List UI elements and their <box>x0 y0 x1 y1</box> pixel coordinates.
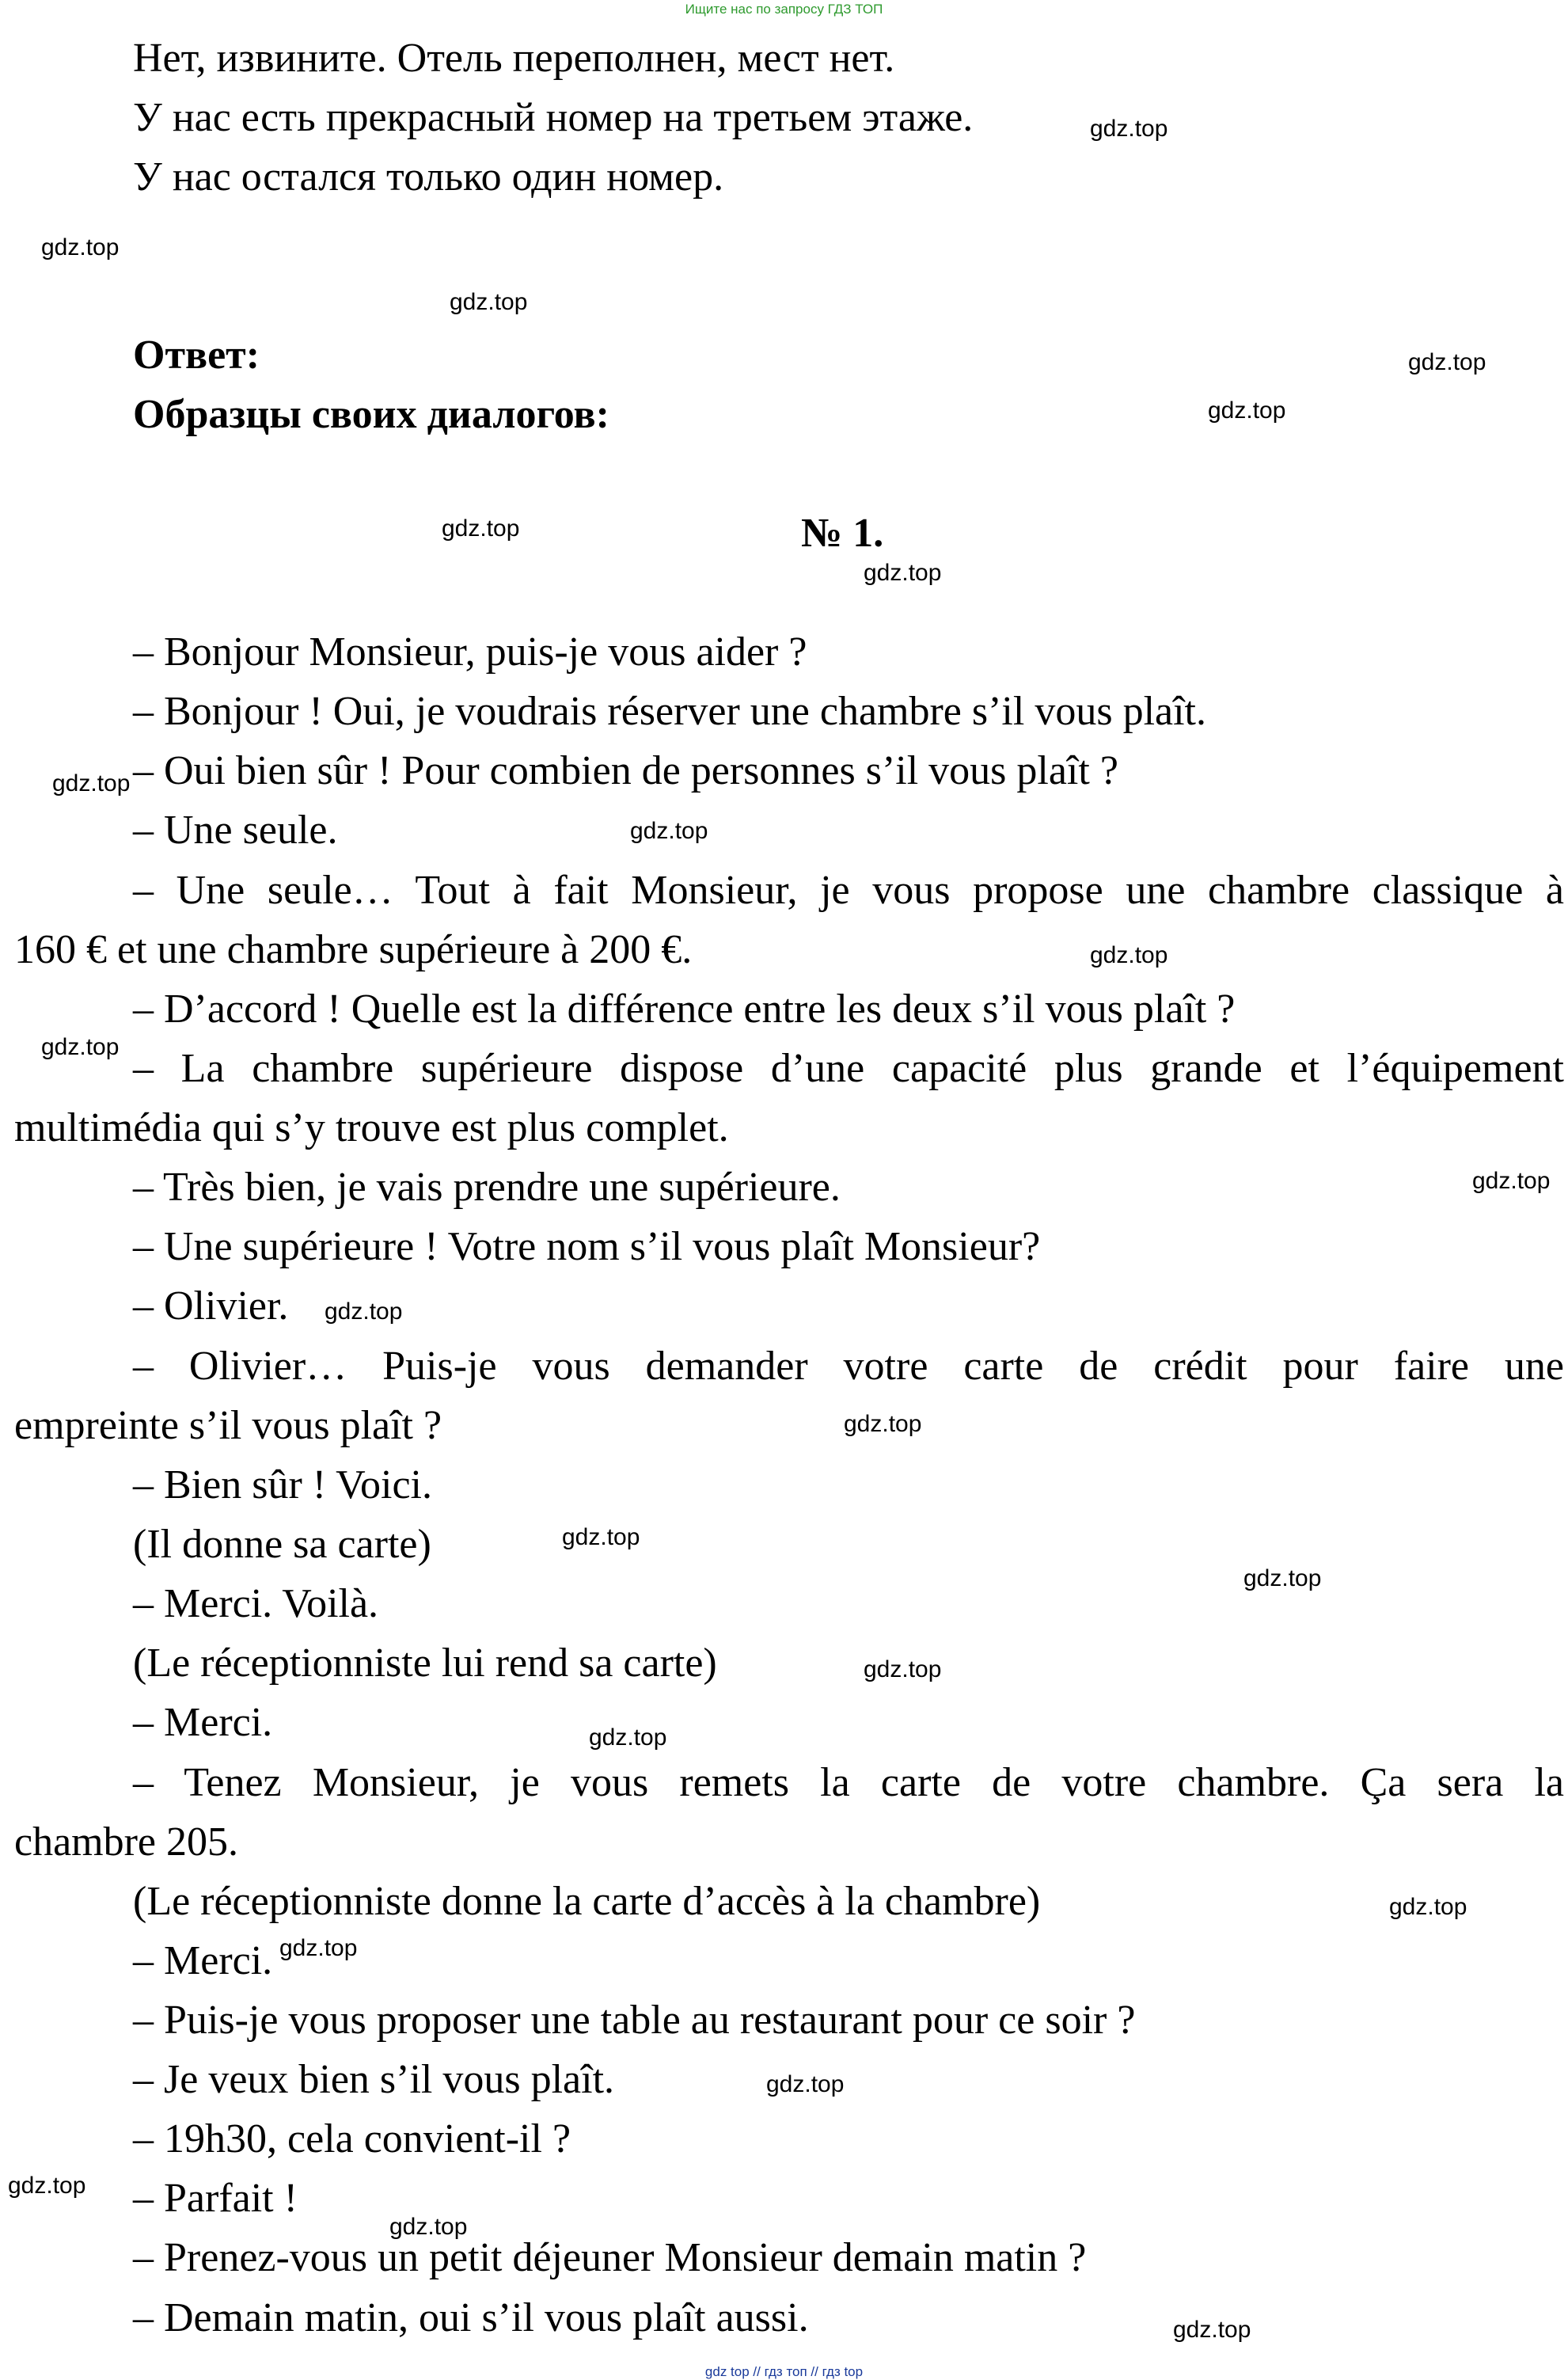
watermark: gdz.top <box>1090 116 1168 142</box>
dialog-line: multimédia qui s’y trouve est plus complet. <box>14 1105 729 1150</box>
dialog-line <box>14 868 1564 914</box>
dialog-line <box>14 1344 1564 1390</box>
dialog-line: chambre 205. <box>14 1819 239 1865</box>
dialog-line: – Puis-je vous proposer une table au restaurant pour ce soir ? <box>133 1998 1136 2043</box>
dialog-line: – Prenez-vous un petit déjeuner Monsieur demain matin ? <box>133 2235 1087 2280</box>
dialog-line: – Merci. <box>133 1938 273 1983</box>
dialog-line: (Il donne sa carte) <box>133 1522 431 1567</box>
dialog-line: (Le réceptionniste donne la carte d’accès à la chambre) <box>133 1879 1041 1924</box>
dialog-line <box>14 1046 1564 1092</box>
dialog-number: № 1. <box>801 511 884 556</box>
intro-line-1: Нет, извините. Отель переполнен, мест нет. <box>133 36 895 81</box>
dialog-line: 160 € et une chambre supérieure à 200 €. <box>14 927 693 972</box>
dialog-line: – Bien sûr ! Voici. <box>133 1462 432 1507</box>
watermark: gdz.top <box>844 1411 922 1437</box>
watermark: gdz.top <box>52 770 131 797</box>
dialog-line: – 19h30, cela convient-il ? <box>133 2116 571 2161</box>
watermark: gdz.top <box>562 1524 640 1550</box>
dialog-line: – Merci. <box>133 1700 273 1745</box>
watermark: gdz.top <box>8 2173 86 2199</box>
watermark: gdz.top <box>589 1724 667 1751</box>
dialog-line-text: – Olivier… Puis-je vous demander votre carte de crédit pour faire une <box>133 1344 1564 1389</box>
watermark: gdz.top <box>630 818 708 844</box>
watermark: gdz.top <box>1243 1565 1322 1591</box>
top-search-note: Ищите нас по запросу ГДЗ ТОП <box>685 2 883 17</box>
dialog-line: – Une supérieure ! Votre nom s’il vous plaît Monsieur? <box>133 1224 1041 1269</box>
watermark: gdz.top <box>1090 942 1168 968</box>
watermark: gdz.top <box>766 2071 845 2097</box>
watermark: gdz.top <box>279 1935 358 1961</box>
dialog-line-text: – Une seule… Tout à fait Monsieur, je vous propose une chambre classique à <box>133 868 1564 913</box>
watermark: gdz.top <box>1173 2317 1251 2343</box>
watermark: gdz.top <box>442 515 520 542</box>
dialog-line: – Olivier. <box>133 1283 289 1329</box>
watermark: gdz.top <box>41 234 120 260</box>
watermark: gdz.top <box>864 1656 942 1682</box>
watermark: gdz.top <box>389 2214 468 2240</box>
dialog-line: – Merci. Voilà. <box>133 1581 379 1626</box>
watermark: gdz.top <box>1389 1894 1467 1920</box>
dialog-line <box>14 1760 1564 1806</box>
dialog-line: – Parfait ! <box>133 2176 298 2221</box>
intro-line-3: У нас остался только один номер. <box>133 154 724 200</box>
watermark: gdz.top <box>1208 397 1286 424</box>
dialog-line: – Demain matin, oui s’il vous plaît aussi. <box>133 2295 809 2340</box>
watermark: gdz.top <box>325 1298 403 1325</box>
dialog-line: empreinte s’il vous plaît ? <box>14 1403 442 1448</box>
watermark: gdz.top <box>41 1034 120 1060</box>
dialog-line: – Bonjour ! Oui, je voudrais réserver une chambre s’il vous plaît. <box>133 689 1206 734</box>
watermark: gdz.top <box>450 289 528 315</box>
dialog-line: – Bonjour Monsieur, puis-je vous aider ? <box>133 629 807 675</box>
footer-note: gdz top // гдз топ // гдз top <box>704 2364 864 2379</box>
watermark: gdz.top <box>864 560 942 586</box>
dialog-line-text: – La chambre supérieure dispose d’une capacité plus grande et l’équipement <box>133 1046 1564 1091</box>
dialog-line: – Je veux bien s’il vous plaît. <box>133 2057 615 2102</box>
dialog-line: – Très bien, je vais prendre une supérieure. <box>133 1165 841 1210</box>
dialog-line: – D’accord ! Quelle est la différence entre les deux s’il vous plaît ? <box>133 987 1236 1032</box>
intro-line-2: У нас есть прекрасный номер на третьем этаже. <box>133 95 974 140</box>
dialog-line: – Une seule. <box>133 808 338 853</box>
dialog-line: – Oui bien sûr ! Pour combien de personnes s’il vous plaît ? <box>133 748 1118 793</box>
samples-heading: Образцы своих диалогов: <box>133 392 609 437</box>
dialog-line-text: – Tenez Monsieur, je vous remets la carte de votre chambre. Ça sera la <box>133 1760 1564 1805</box>
watermark: gdz.top <box>1472 1168 1551 1194</box>
dialog-line: (Le réceptionniste lui rend sa carte) <box>133 1641 717 1686</box>
watermark: gdz.top <box>1408 349 1486 375</box>
answer-heading: Ответ: <box>133 333 260 378</box>
